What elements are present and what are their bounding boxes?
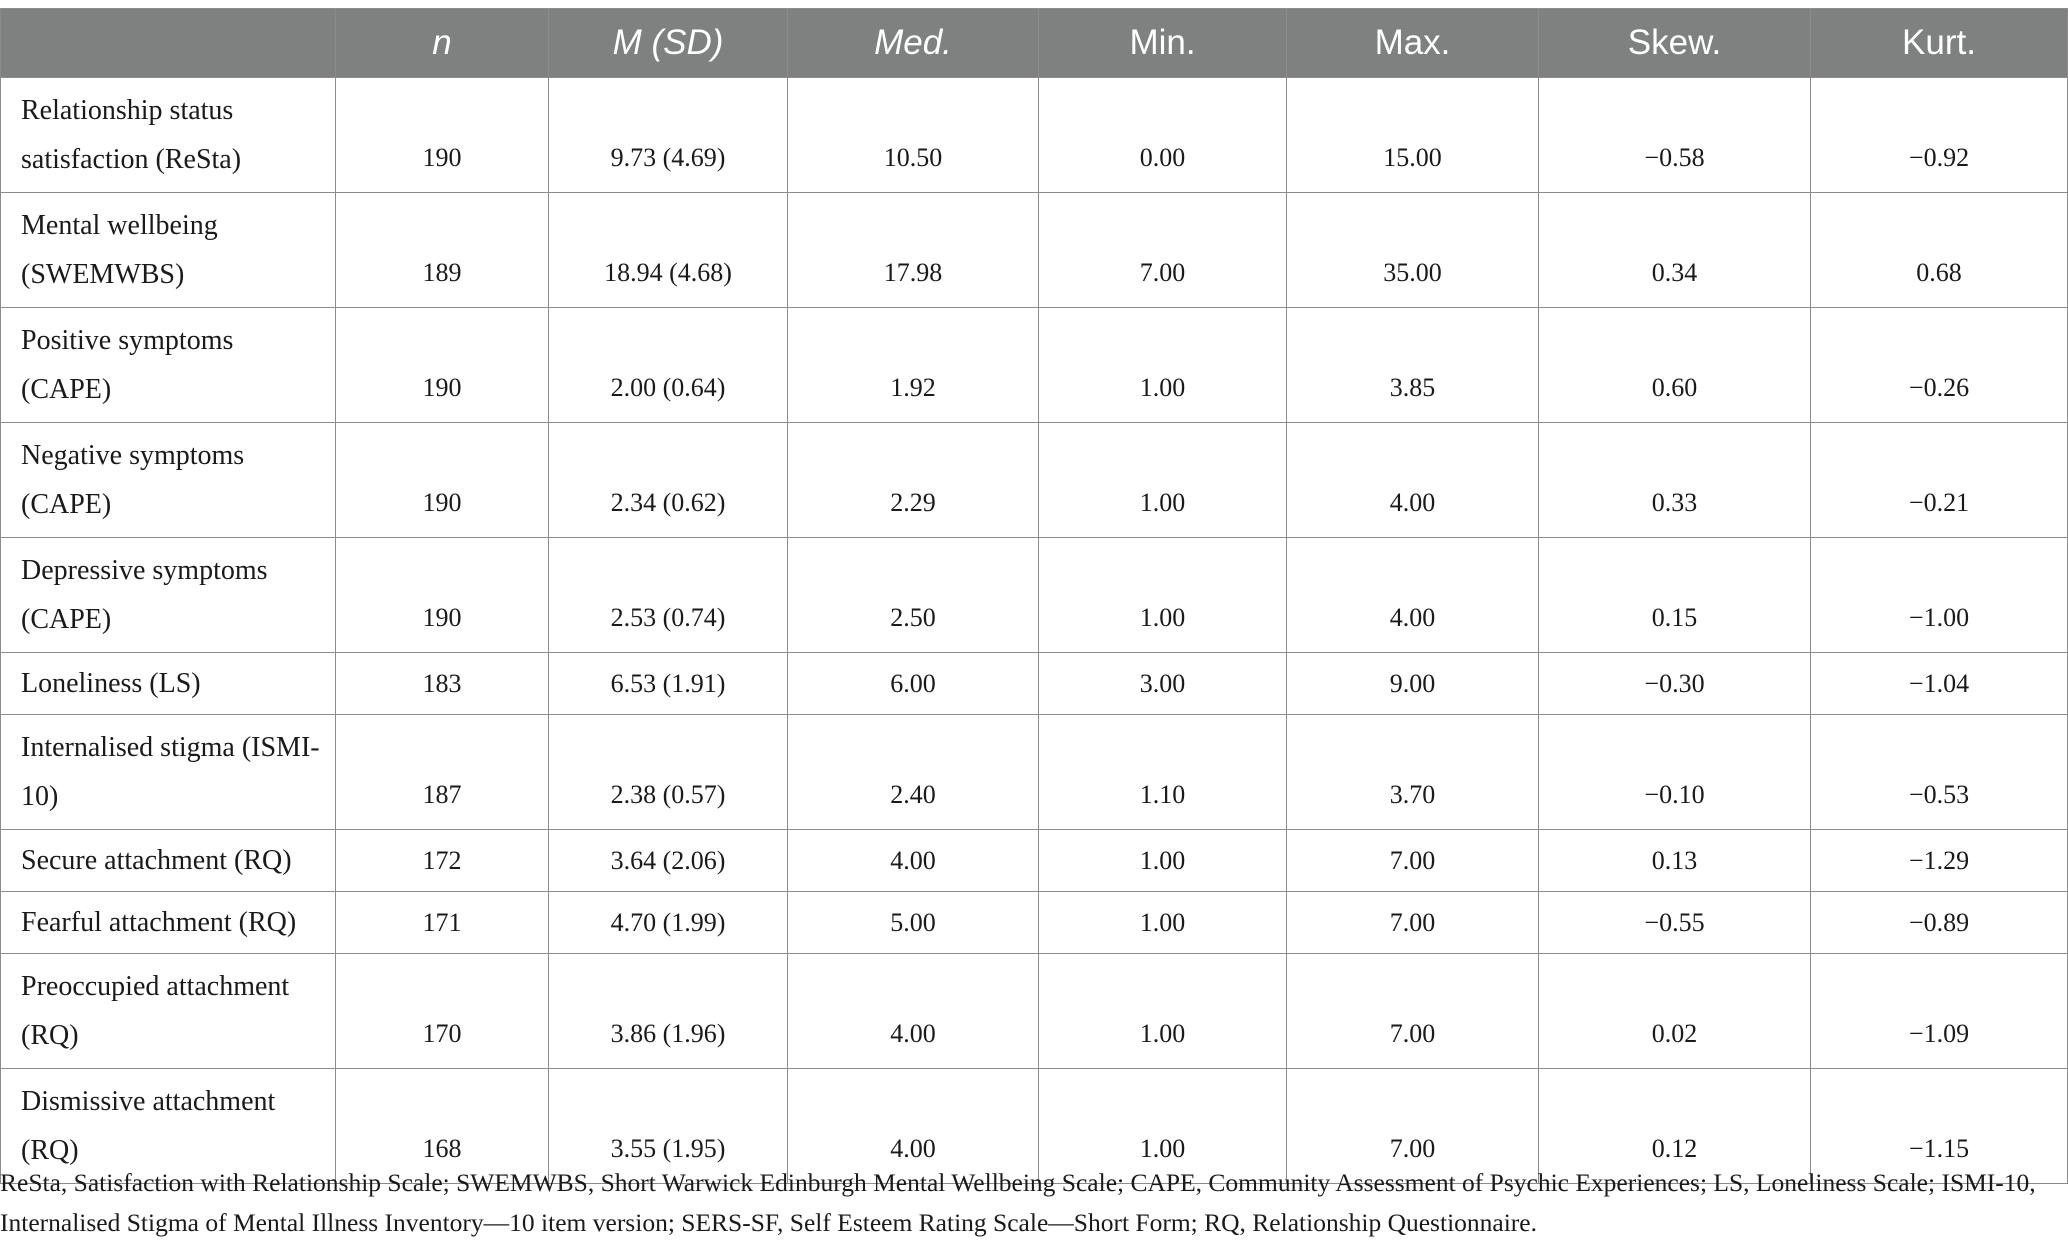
table-row — [1, 954, 2068, 1069]
cell-max: 9.00 — [1287, 653, 1539, 715]
header-cell-mean-sd: M (SD) — [549, 9, 788, 78]
cell-n: 187 — [336, 715, 549, 830]
descriptive-statistics-table — [0, 8, 2068, 1184]
cell-max: 7.00 — [1287, 892, 1539, 954]
cell-skew: −0.55 — [1539, 892, 1811, 954]
header-cell-kurt: Kurt. — [1811, 9, 2068, 78]
cell-min: 1.00 — [1039, 538, 1287, 653]
cell-min: 1.00 — [1039, 830, 1287, 892]
header-cell-variable — [1, 9, 336, 78]
cell-kurt: 0.68 — [1811, 193, 2068, 308]
cell-kurt: −1.29 — [1811, 830, 2068, 892]
cell-n: 168 — [336, 1069, 549, 1184]
table-row — [1, 423, 2068, 538]
cell-skew: −0.58 — [1539, 78, 1811, 193]
header-cell-min: Min. — [1039, 9, 1287, 78]
cell-min: 1.00 — [1039, 892, 1287, 954]
cell-max: 4.00 — [1287, 423, 1539, 538]
cell-mean-sd: 3.55 (1.95) — [549, 1069, 788, 1184]
cell-skew: 0.33 — [1539, 423, 1811, 538]
cell-n: 190 — [336, 423, 549, 538]
table-row — [1, 193, 2068, 308]
cell-mean-sd: 2.34 (0.62) — [549, 423, 788, 538]
table-row — [1, 892, 2068, 954]
cell-min: 0.00 — [1039, 78, 1287, 193]
row-label-cell: Negative symptoms (CAPE) — [1, 423, 336, 538]
cell-mean-sd: 6.53 (1.91) — [549, 653, 788, 715]
cell-kurt: −1.09 — [1811, 954, 2068, 1069]
cell-median: 2.40 — [788, 715, 1039, 830]
table-row — [1, 78, 2068, 193]
row-label-cell: Dismissive attachment (RQ) — [1, 1069, 336, 1184]
cell-skew: 0.13 — [1539, 830, 1811, 892]
cell-skew: 0.60 — [1539, 308, 1811, 423]
table-row — [1, 715, 2068, 830]
cell-min: 1.00 — [1039, 954, 1287, 1069]
cell-kurt: −1.04 — [1811, 653, 2068, 715]
row-label-cell: Mental wellbeing (SWEMWBS) — [1, 193, 336, 308]
header-row — [1, 9, 2068, 78]
cell-max: 4.00 — [1287, 538, 1539, 653]
table-row — [1, 308, 2068, 423]
cell-median: 1.92 — [788, 308, 1039, 423]
cell-skew: −0.30 — [1539, 653, 1811, 715]
cell-max: 7.00 — [1287, 1069, 1539, 1184]
row-label-cell: Loneliness (LS) — [1, 653, 336, 715]
cell-kurt: −0.21 — [1811, 423, 2068, 538]
cell-median: 6.00 — [788, 653, 1039, 715]
cell-median: 17.98 — [788, 193, 1039, 308]
cell-skew: 0.02 — [1539, 954, 1811, 1069]
cell-skew: 0.15 — [1539, 538, 1811, 653]
row-label-cell: Preoccupied attachment (RQ) — [1, 954, 336, 1069]
row-label-cell: Relationship status satisfaction (ReSta) — [1, 78, 336, 193]
cell-max: 7.00 — [1287, 954, 1539, 1069]
cell-kurt: −0.92 — [1811, 78, 2068, 193]
cell-max: 7.00 — [1287, 830, 1539, 892]
cell-mean-sd: 4.70 (1.99) — [549, 892, 788, 954]
cell-n: 190 — [336, 538, 549, 653]
cell-max: 35.00 — [1287, 193, 1539, 308]
cell-mean-sd: 18.94 (4.68) — [549, 193, 788, 308]
cell-skew: 0.34 — [1539, 193, 1811, 308]
cell-min: 3.00 — [1039, 653, 1287, 715]
cell-n: 170 — [336, 954, 549, 1069]
cell-n: 190 — [336, 308, 549, 423]
descriptive-statistics-table-container — [0, 8, 2068, 1184]
cell-mean-sd: 3.86 (1.96) — [549, 954, 788, 1069]
header-cell-skew: Skew. — [1539, 9, 1811, 78]
cell-min: 7.00 — [1039, 193, 1287, 308]
cell-kurt: −0.26 — [1811, 308, 2068, 423]
cell-mean-sd: 9.73 (4.69) — [549, 78, 788, 193]
cell-mean-sd: 2.38 (0.57) — [549, 715, 788, 830]
cell-mean-sd: 2.53 (0.74) — [549, 538, 788, 653]
cell-max: 3.70 — [1287, 715, 1539, 830]
cell-n: 189 — [336, 193, 549, 308]
cell-n: 190 — [336, 78, 549, 193]
table-row — [1, 538, 2068, 653]
header-cell-n: n — [336, 9, 549, 78]
cell-min: 1.00 — [1039, 308, 1287, 423]
cell-kurt: −1.00 — [1811, 538, 2068, 653]
cell-median: 4.00 — [788, 1069, 1039, 1184]
cell-mean-sd: 2.00 (0.64) — [549, 308, 788, 423]
cell-n: 172 — [336, 830, 549, 892]
table-row — [1, 653, 2068, 715]
cell-min: 1.10 — [1039, 715, 1287, 830]
header-cell-max: Max. — [1287, 9, 1539, 78]
cell-skew: 0.12 — [1539, 1069, 1811, 1184]
cell-kurt: −0.89 — [1811, 892, 2068, 954]
cell-median: 5.00 — [788, 892, 1039, 954]
cell-median: 4.00 — [788, 954, 1039, 1069]
row-label-cell: Internalised stigma (ISMI-10) — [1, 715, 336, 830]
cell-median: 10.50 — [788, 78, 1039, 193]
cell-min: 1.00 — [1039, 423, 1287, 538]
cell-median: 2.29 — [788, 423, 1039, 538]
row-label-cell: Depressive symptoms (CAPE) — [1, 538, 336, 653]
row-label-cell: Secure attachment (RQ) — [1, 830, 336, 892]
cell-kurt: −0.53 — [1811, 715, 2068, 830]
row-label-cell: Positive symptoms (CAPE) — [1, 308, 336, 423]
row-label-cell: Fearful attachment (RQ) — [1, 892, 336, 954]
cell-mean-sd: 3.64 (2.06) — [549, 830, 788, 892]
table-body — [1, 78, 2068, 1184]
cell-min: 1.00 — [1039, 1069, 1287, 1184]
table-row — [1, 830, 2068, 892]
header-cell-median: Med. — [788, 9, 1039, 78]
cell-median: 2.50 — [788, 538, 1039, 653]
cell-max: 3.85 — [1287, 308, 1539, 423]
cell-n: 183 — [336, 653, 549, 715]
cell-median: 4.00 — [788, 830, 1039, 892]
table-footnote: ReSta, Satisfaction with Relationship Scale; SWEMWBS, Short Warwick Edinburgh Mental Wellbeing Scale; CAPE, Community Assessment of Psychic Experiences; LS, Loneliness Scale; ISMI-10, Internalised Stigma of Mental Illness Inventory—10 item version; SERS-SF, Self Esteem Rating Scale—Short Form; RQ, Relationship Questionnaire. — [0, 1168, 2036, 1237]
cell-max: 15.00 — [1287, 78, 1539, 193]
cell-n: 171 — [336, 892, 549, 954]
cell-skew: −0.10 — [1539, 715, 1811, 830]
cell-kurt: −1.15 — [1811, 1069, 2068, 1184]
